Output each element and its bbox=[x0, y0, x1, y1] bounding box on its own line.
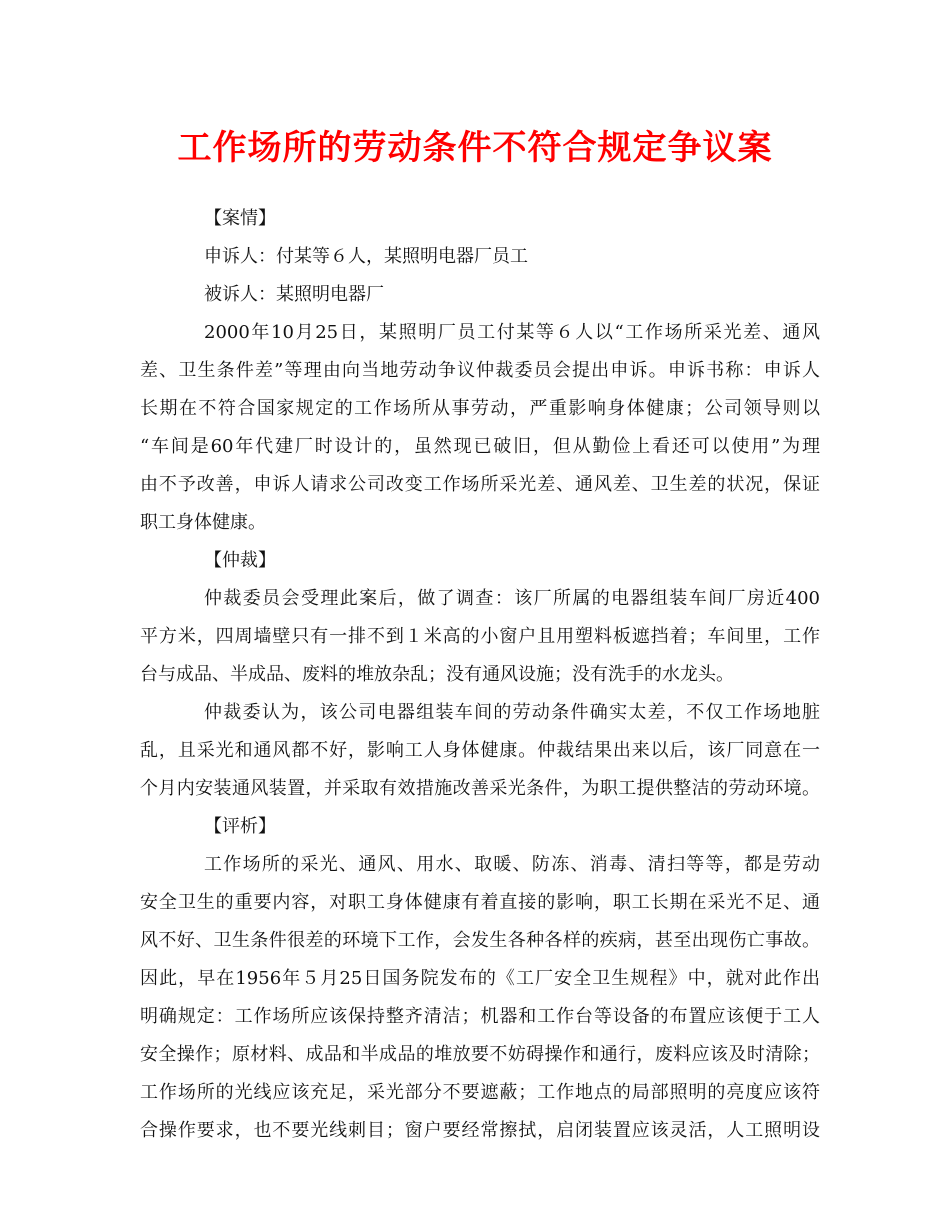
text-line: 合操作要求，也不要光线刺目；窗户要经常擦拭，启闭装置应该灵活，人工照明设 bbox=[140, 1120, 820, 1141]
text-line: 安全操作；原材料、成品和半成品的堆放要不妨碍操作和通行，废料应该及时清除； bbox=[140, 1044, 820, 1065]
text-line: 仲裁委认为，该公司电器组装车间的劳动条件确实太差，不仅工作场地脏 bbox=[204, 702, 820, 723]
text-line: 平方米，四周墙壁只有一排不到１米高的小窗户且用塑料板遮挡着；车间里，工作 bbox=[140, 626, 820, 647]
document-title: 工作场所的劳动条件不符合规定争议案 bbox=[177, 128, 773, 168]
text-line: 【仲裁】 bbox=[204, 550, 276, 571]
text-line: 仲裁委员会受理此案后，做了调查：该厂所属的电器组装车间厂房近400 bbox=[204, 588, 820, 609]
text-line: 明确规定：工作场所应该保持整齐清洁；机器和工作台等设备的布置应该便于工人 bbox=[140, 1006, 820, 1027]
text-line: 职工身体健康。 bbox=[140, 512, 266, 533]
text-line: 【案情】 bbox=[204, 208, 276, 229]
text-line: 【评析】 bbox=[204, 816, 276, 837]
text-line: 长期在不符合国家规定的工作场所从事劳动，严重影响身体健康；公司领导则以 bbox=[140, 398, 820, 419]
text-line: 2000年10月25日，某照明厂员工付某等６人以“工作场所采光差、通风 bbox=[204, 322, 820, 343]
text-line: 工作场所的采光、通风、用水、取暖、防冻、消毒、清扫等等，都是劳动 bbox=[204, 854, 820, 875]
text-line: 由不予改善，申诉人请求公司改变工作场所采光差、通风差、卫生差的状况，保证 bbox=[140, 474, 820, 495]
text-line: 台与成品、半成品、废料的堆放杂乱；没有通风设施；没有洗手的水龙头。 bbox=[140, 664, 734, 685]
text-line: 因此，早在1956年５月25日国务院发布的《工厂安全卫生规程》中，就对此作出 bbox=[140, 968, 820, 989]
text-line: 差、卫生条件差”等理由向当地劳动争议仲裁委员会提出申诉。申诉书称：申诉人 bbox=[140, 360, 820, 381]
text-line: 被诉人：某照明电器厂 bbox=[204, 284, 384, 305]
text-line: 风不好、卫生条件很差的环境下工作，会发生各种各样的疾病，甚至出现伤亡事故。 bbox=[140, 930, 820, 951]
text-line: “车间是60年代建厂时设计的，虽然现已破旧，但从勤俭上看还可以使用”为理 bbox=[140, 436, 820, 457]
text-line: 申诉人：付某等６人，某照明电器厂员工 bbox=[204, 246, 528, 267]
document-body bbox=[140, 200, 820, 1150]
text-line: 乱，且采光和通风都不好，影响工人身体健康。仲裁结果出来以后，该厂同意在一 bbox=[140, 740, 820, 761]
text-line: 个月内安装通风装置，并采取有效措施改善采光条件，为职工提供整洁的劳动环境。 bbox=[140, 778, 820, 799]
text-line: 安全卫生的重要内容，对职工身体健康有着直接的影响，职工长期在采光不足、通 bbox=[140, 892, 820, 913]
text-line: 工作场所的光线应该充足，采光部分不要遮蔽；工作地点的局部照明的亮度应该符 bbox=[140, 1082, 820, 1103]
